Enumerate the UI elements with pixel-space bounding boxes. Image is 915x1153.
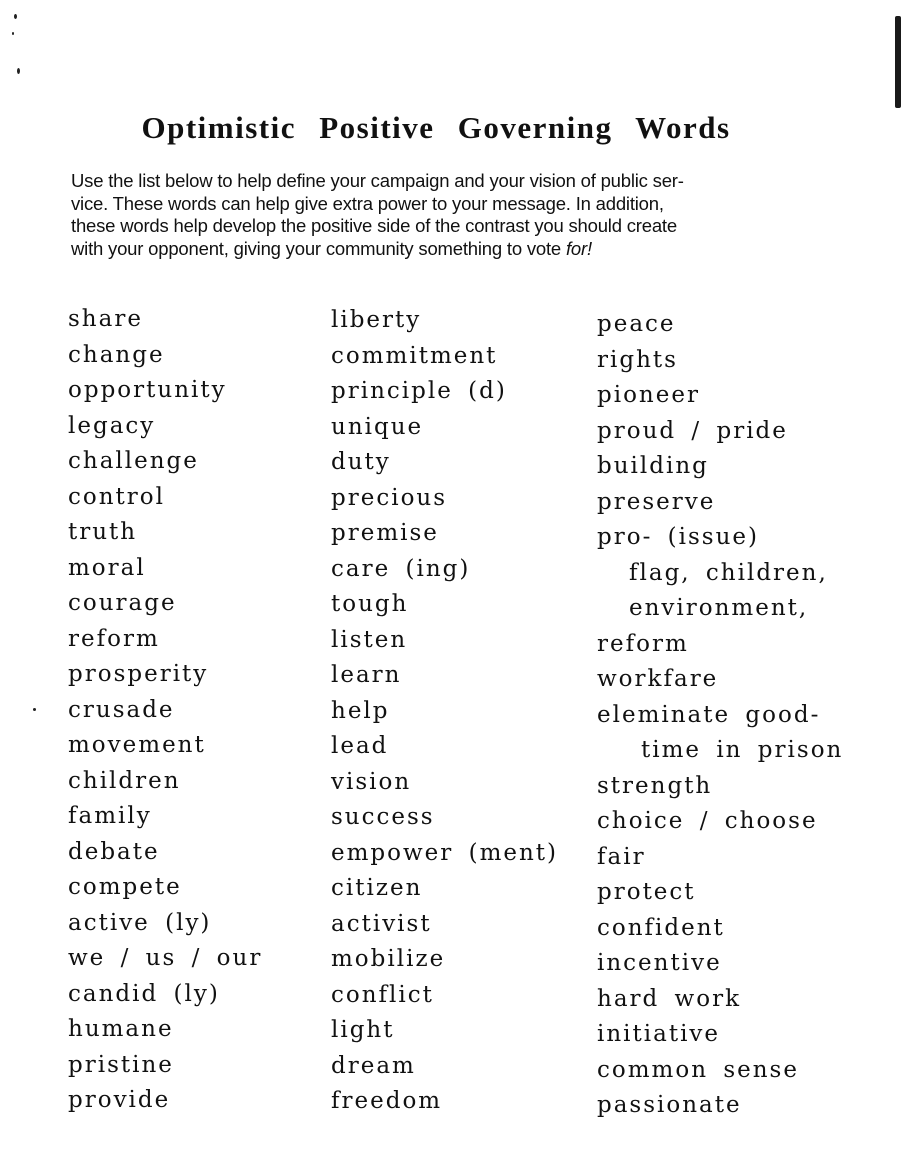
intro-line: with your opponent, giving your community something to vote for!	[71, 237, 592, 259]
word-item: eleminate good-	[597, 701, 821, 728]
word-item: duty	[331, 449, 391, 475]
word-item: premise	[331, 520, 439, 546]
word-item: active (ly)	[68, 909, 212, 936]
word-item: reform	[597, 630, 689, 657]
intro-line: Use the list below to help define your campaign and your vision of public ser-	[71, 170, 684, 191]
word-item: time in prison	[641, 737, 844, 763]
word-item: crusade	[68, 696, 175, 723]
word-item: tough	[331, 591, 409, 617]
word-item: liberty	[331, 307, 422, 333]
word-item: control	[68, 483, 165, 510]
word-item: provide	[68, 1087, 171, 1113]
word-item: pioneer	[597, 382, 700, 408]
word-column-2	[331, 303, 558, 1120]
word-item: prosperity	[68, 661, 209, 687]
word-item: movement	[68, 732, 206, 758]
word-item: activist	[331, 910, 432, 937]
word-item: challenge	[68, 448, 199, 474]
page-title: Optimistic Positive Governing Words	[141, 110, 731, 145]
word-item: choice / choose	[597, 808, 818, 834]
word-item: reform	[68, 625, 160, 652]
word-item: flag, children,	[629, 559, 828, 586]
word-item: children	[68, 767, 181, 794]
intro-paragraph	[71, 170, 811, 260]
word-item: candid (ly)	[68, 980, 220, 1007]
scan-speck	[12, 32, 14, 35]
word-item: principle (d)	[331, 378, 507, 404]
word-item: compete	[68, 874, 182, 900]
scan-edge-mark	[895, 16, 901, 108]
word-item: incentive	[597, 950, 722, 976]
word-item: courage	[68, 590, 177, 616]
word-item: freedom	[331, 1088, 443, 1114]
word-item: preserve	[597, 488, 716, 515]
word-item: building	[597, 453, 709, 479]
word-item: moral	[68, 554, 146, 581]
word-item: help	[331, 697, 390, 724]
word-item: peace	[597, 311, 676, 337]
word-item: opportunity	[68, 377, 227, 403]
word-column-3	[597, 307, 843, 1124]
scan-speck	[14, 14, 17, 19]
word-item: passionate	[597, 1092, 742, 1118]
word-item: debate	[68, 838, 160, 865]
word-item: hard work	[597, 985, 742, 1012]
word-item: change	[68, 341, 165, 368]
word-item: we / us / our	[68, 945, 263, 971]
word-item: care (ing)	[331, 555, 471, 582]
word-item: proud / pride	[597, 417, 788, 444]
word-item: legacy	[68, 412, 156, 439]
word-item: environment,	[629, 595, 809, 621]
word-item: learn	[331, 662, 402, 688]
word-item: share	[68, 306, 143, 332]
word-item: success	[331, 804, 435, 830]
word-item: humane	[68, 1016, 174, 1042]
word-item: empower (ment)	[331, 839, 559, 866]
intro-emphasis: for!	[565, 237, 592, 259]
word-item: strength	[597, 772, 713, 799]
intro-line: these words help develop the positive side of the contrast you should create	[71, 215, 677, 236]
word-item: rights	[597, 346, 678, 373]
word-item: citizen	[331, 875, 423, 901]
word-item: lead	[331, 733, 389, 759]
word-item: protect	[597, 879, 696, 905]
word-item: light	[331, 1017, 395, 1043]
word-item: unique	[331, 413, 424, 440]
word-item: family	[68, 803, 152, 829]
word-item: precious	[331, 484, 448, 511]
intro-line: vice. These words can help give extra power to your message. In addition,	[71, 192, 664, 214]
word-item: confident	[597, 914, 725, 941]
word-item: listen	[331, 626, 408, 653]
word-item: mobilize	[331, 946, 446, 972]
word-item: pristine	[68, 1051, 174, 1078]
word-item: dream	[331, 1052, 416, 1079]
word-item: fair	[597, 843, 646, 870]
word-item: workfare	[597, 666, 719, 692]
word-item: vision	[331, 768, 412, 795]
word-item: truth	[68, 519, 138, 545]
scan-speck	[33, 708, 36, 711]
word-column-1	[68, 302, 262, 1119]
word-item: pro- (issue)	[597, 524, 759, 550]
word-item: initiative	[597, 1021, 721, 1047]
word-item: commitment	[331, 342, 498, 369]
scan-speck	[17, 68, 20, 74]
word-item: conflict	[331, 981, 434, 1008]
word-item: common sense	[597, 1056, 799, 1083]
